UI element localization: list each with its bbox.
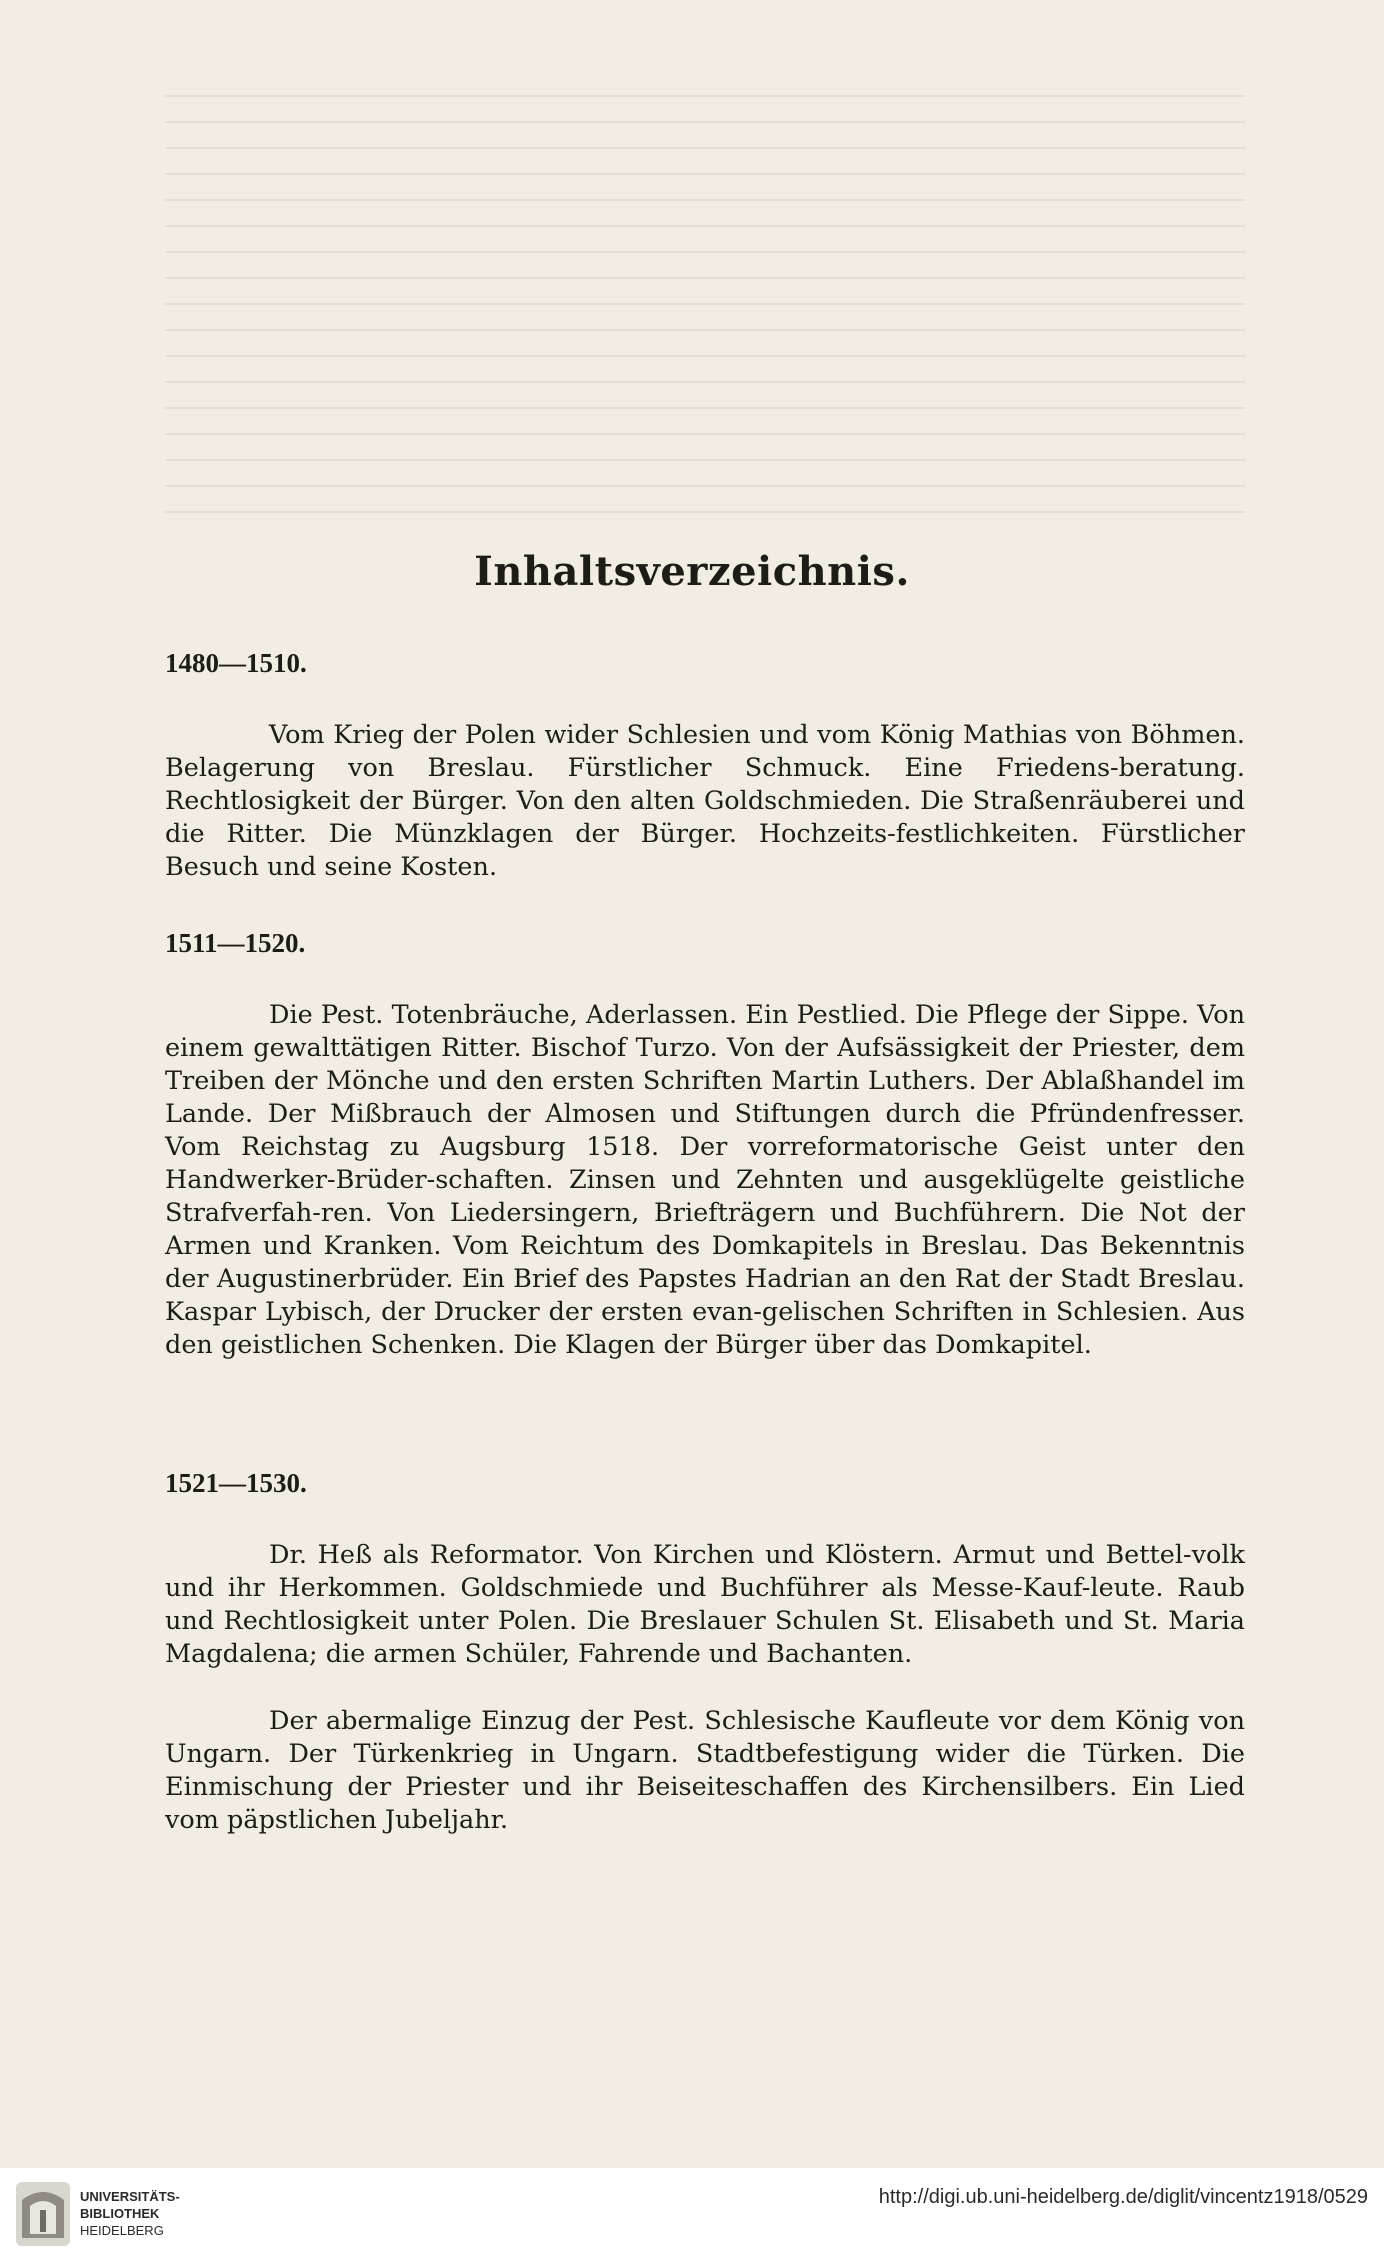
section-body xyxy=(165,1539,1245,1837)
library-logo-text xyxy=(80,2188,180,2239)
source-url-link[interactable]: http://digi.ub.uni-heidelberg.de/diglit/vincentz1918/0529 xyxy=(878,2186,1368,2208)
bleed-through-text xyxy=(165,95,1245,515)
section-paragraph: Der abermalige Einzug der Pest. Schlesische Kaufleute vor dem König von Ungarn. Der Türkenkrieg in Ungarn. Stadtbefestigung wider die Türken. Die Einmischung der Priester und ihr Beiseiteschaffen des Kirchensilbers. Ein Lied vom päpstlichen Jubeljahr. xyxy=(165,1706,1245,1835)
logo-line: HEIDELBERG xyxy=(80,2223,164,2238)
section-1511-1520 xyxy=(165,928,1245,1362)
logo-line: BIBLIOTHEK xyxy=(80,2206,160,2221)
section-heading: 1521—1530. xyxy=(165,1468,307,1498)
footer-bar xyxy=(0,2168,1384,2262)
section-paragraph: Dr. Heß als Reformator. Von Kirchen und Klöstern. Armut und Bettel-volk und ihr Herkommen. Goldschmiede und Buchführer als Messe-Kauf-leute. Raub und Rechtlosigkeit unter Polen. Die Breslauer Schulen St. Elisabeth und St. Maria Magdalena; die armen Schüler, Fahrende und Bachanten. xyxy=(165,1540,1245,1669)
university-seal-icon xyxy=(12,2178,74,2250)
logo-line: UNIVERSITÄTS- xyxy=(80,2189,180,2204)
section-paragraph: Die Pest. Totenbräuche, Aderlassen. Ein Pestlied. Die Pflege der Sippe. Von einem gewalttätigen Ritter. Bischof Turzo. Von der Aufsässigkeit der Priester, dem Treiben der Mönche und den ersten Schriften Martin Luthers. Der Ablaßhandel im Lande. Der Mißbrauch der Almosen und Stiftungen durch die Pfründenfresser. Vom Reichstag zu Augsburg 1518. Der vorreformatorische Geist unter den Handwerker-Brüder-schaften. Zinsen und Zehnten und ausgeklügelte geistliche Strafverfah-ren. Von Liedersingern, Briefträgern und Buchführern. Die Not der Armen und Kranken. Vom Reichtum des Domkapitels in Breslau. Das Bekenntnis der Augustinerbrüder. Ein Brief des Papstes Hadrian an den Rat der Stadt Breslau. Kaspar Lybisch, der Drucker der ersten evan-gelischen Schriften in Schlesien. Aus den geistlichen Schenken. Die Klagen der Bürger über das Domkapitel. xyxy=(165,1000,1245,1360)
section-body xyxy=(165,719,1245,884)
section-1521-1530 xyxy=(165,1468,1245,1837)
section-heading: 1511—1520. xyxy=(165,928,306,958)
section-1480-1510 xyxy=(165,648,1245,884)
section-paragraph: Vom Krieg der Polen wider Schlesien und vom König Mathias von Böhmen. Belagerung von Breslau. Fürstlicher Schmuck. Eine Friedens-beratung. Rechtlosigkeit der Bürger. Von den alten Goldschmieden. Die Straßenräuberei und die Ritter. Die Münzklagen der Bürger. Hochzeits-festlichkeiten. Fürstlicher Besuch und seine Kosten. xyxy=(165,720,1245,882)
page-title: Inhaltsverzeichnis. xyxy=(474,548,910,595)
section-body xyxy=(165,999,1245,1362)
section-heading: 1480—1510. xyxy=(165,648,307,678)
